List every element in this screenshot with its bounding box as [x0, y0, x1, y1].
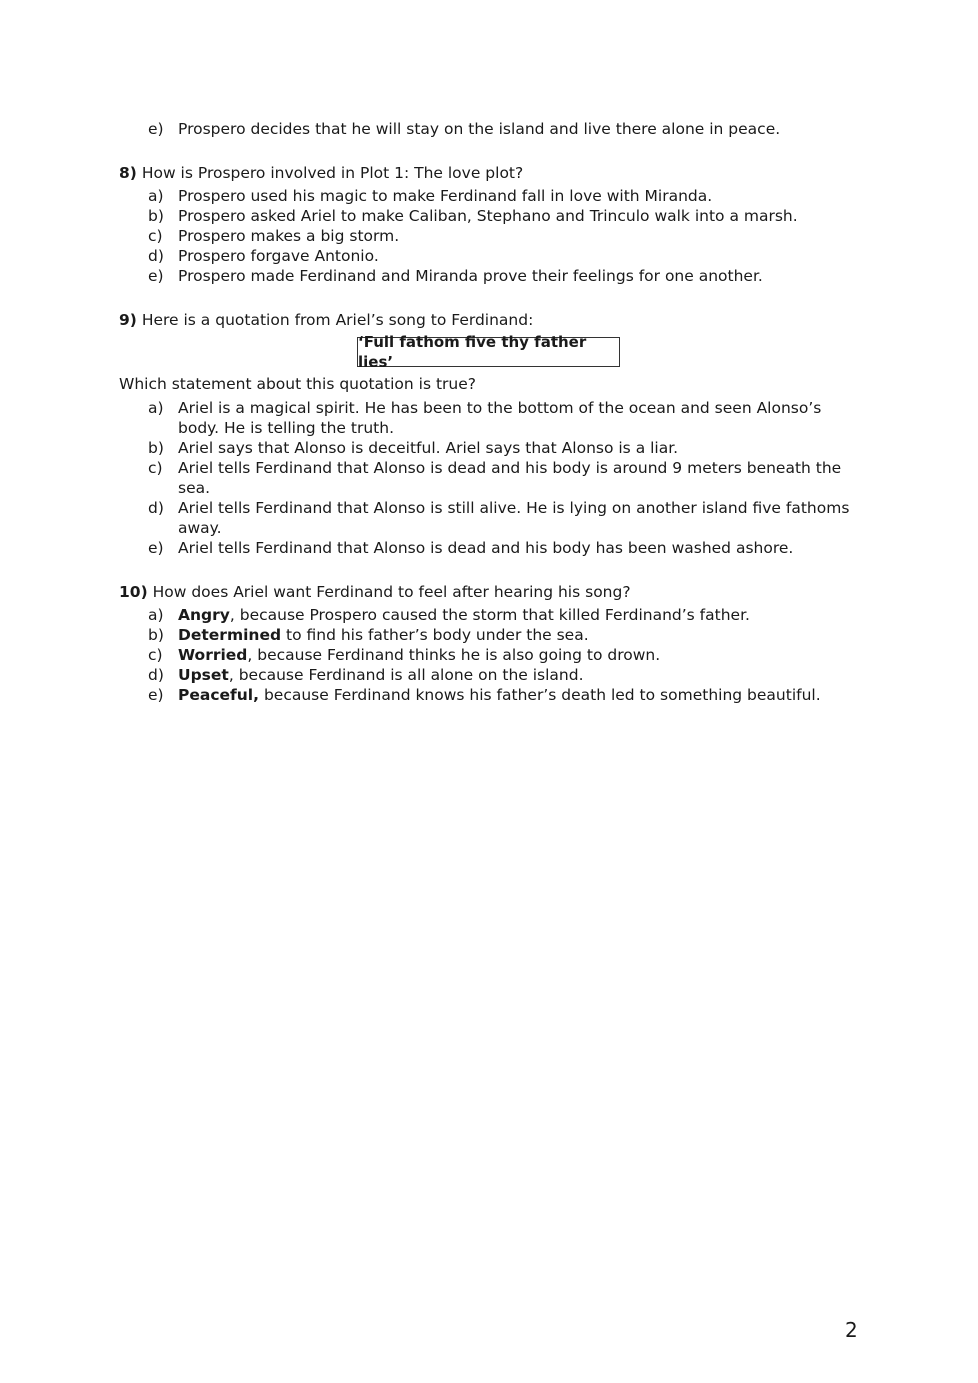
option-text [178, 605, 858, 625]
q7-option-e [148, 119, 858, 139]
option-text: Prospero asked Ariel to make Caliban, Stephano and Trinculo walk into a marsh. [178, 207, 798, 225]
option-label: a) [148, 399, 164, 417]
option-text: Prospero used his magic to make Ferdinand fall in love with Miranda. [178, 187, 713, 205]
option-rest: , because Ferdinand is all alone on the island. [228, 666, 584, 684]
option-label: a) [148, 187, 164, 205]
q8-option-c [148, 226, 858, 246]
q8-option-e [148, 266, 858, 286]
q8-option-a [148, 186, 858, 206]
option-text: Prospero makes a big storm. [178, 227, 400, 245]
question-10 [119, 582, 859, 602]
option-label: b) [148, 626, 164, 644]
question-text: Here is a quotation from Ariel’s song to Ferdinand: [141, 311, 534, 329]
option-keyword: Angry [178, 606, 230, 624]
question-number: 9) [119, 311, 137, 329]
question-number: 8) [119, 164, 137, 182]
option-label: e) [148, 539, 164, 557]
q9-option-e [148, 538, 858, 558]
option-label: c) [148, 459, 163, 477]
option-label: c) [148, 227, 163, 245]
question-9-prompt: Which statement about this quotation is true? [119, 375, 476, 393]
option-label: e) [148, 267, 164, 285]
q9-option-d [148, 498, 858, 538]
option-label: d) [148, 499, 164, 517]
question-text: How does Ariel want Ferdinand to feel after hearing his song? [152, 583, 631, 601]
option-label: e) [148, 120, 164, 138]
option-text: Prospero made Ferdinand and Miranda prove their feelings for one another. [178, 267, 763, 285]
q10-option-a [148, 605, 858, 625]
option-text [178, 645, 858, 665]
option-text: Ariel tells Ferdinand that Alonso is still alive. He is lying on another island five fathoms away. [178, 499, 850, 537]
option-text: Ariel tells Ferdinand that Alonso is dead and his body is around 9 meters beneath the sea. [178, 459, 842, 497]
option-text [178, 665, 858, 685]
option-label: d) [148, 666, 164, 684]
option-label: b) [148, 207, 164, 225]
option-label: b) [148, 439, 164, 457]
q9-option-b [148, 438, 858, 458]
option-label: e) [148, 686, 164, 704]
option-text [178, 625, 858, 645]
q9-option-a [148, 398, 858, 438]
q10-option-d [148, 665, 858, 685]
q10-option-c [148, 645, 858, 665]
question-text: How is Prospero involved in Plot 1: The love plot? [141, 164, 524, 182]
option-rest: , because Prospero caused the storm that killed Ferdinand’s father. [229, 606, 750, 624]
page-number: 2 [845, 1318, 858, 1342]
q10-option-e [148, 685, 858, 705]
option-rest: because Ferdinand knows his father’s death led to something beautiful. [259, 686, 821, 704]
q10-option-b [148, 625, 858, 645]
option-text: Ariel is a magical spirit. He has been to the bottom of the ocean and seen Alonso’s body. He is telling the truth. [178, 399, 822, 437]
option-keyword: Worried [178, 646, 248, 664]
option-label: d) [148, 247, 164, 265]
q9-option-c [148, 458, 858, 498]
question-8 [119, 163, 859, 183]
option-text: Prospero decides that he will stay on the island and live there alone in peace. [178, 120, 781, 138]
option-keyword: Determined [178, 626, 282, 644]
option-label: c) [148, 646, 163, 664]
option-keyword: Peaceful, [178, 686, 260, 704]
option-text: Prospero forgave Antonio. [178, 247, 379, 265]
quotation-box: ‘Full fathom five thy father lies’ [357, 337, 620, 367]
q8-option-d [148, 246, 858, 266]
option-text: Ariel says that Alonso is deceitful. Ariel says that Alonso is a liar. [178, 439, 679, 457]
option-text [178, 685, 858, 705]
q8-option-b [148, 206, 858, 226]
question-9 [119, 310, 859, 330]
question-number: 10) [119, 583, 148, 601]
option-text: Ariel tells Ferdinand that Alonso is dead and his body has been washed ashore. [178, 539, 794, 557]
option-rest: to find his father’s body under the sea. [281, 626, 589, 644]
option-rest: , because Ferdinand thinks he is also going to drown. [247, 646, 661, 664]
option-label: a) [148, 606, 164, 624]
option-keyword: Upset [178, 666, 229, 684]
